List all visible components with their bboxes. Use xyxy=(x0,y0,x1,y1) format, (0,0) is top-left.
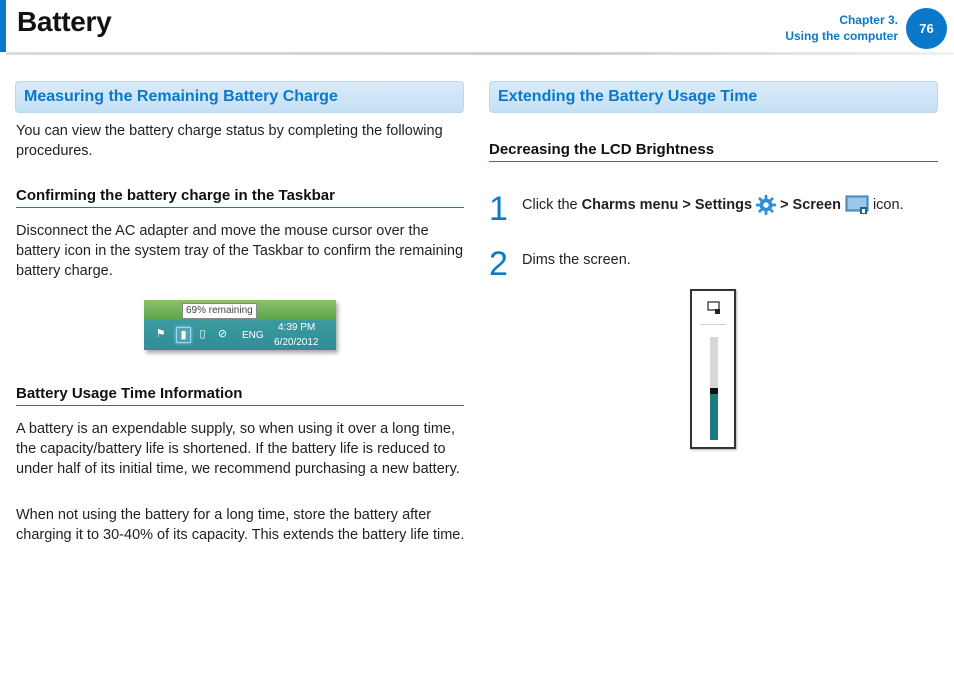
step-1-charms-settings: Charms menu > Settings xyxy=(581,196,753,213)
step-1-prefix: Click the xyxy=(522,196,582,213)
section-banner-extending: Extending the Battery Usage Time xyxy=(489,81,938,113)
step-1-text xyxy=(522,194,904,216)
step-number-2: 2 xyxy=(489,245,508,283)
chapter-name: Using the computer xyxy=(785,29,898,43)
flag-icon: ⚑ xyxy=(155,328,166,340)
chapter-label xyxy=(785,12,898,44)
taskbar-language: ENG xyxy=(242,330,264,341)
subheading-confirming-charge: Confirming the battery charge in the Taskbar xyxy=(16,187,464,208)
chapter-number: Chapter 3. xyxy=(839,13,898,27)
battery-icon[interactable]: ▮ xyxy=(176,327,191,343)
step-1-suffix: icon. xyxy=(872,196,904,213)
screen-brightness-icon xyxy=(707,301,721,315)
usage-info-paragraph-1: A battery is an expendable supply, so when using it over a long time, the capacity/battery life is shortened. If the battery life is reduced to under half of its initial time, we recommend purchasing a new battery. xyxy=(16,421,460,477)
subheading-usage-time-info: Battery Usage Time Information xyxy=(16,385,464,406)
page-title: Battery xyxy=(17,6,112,37)
signal-icon: ▯ xyxy=(199,328,206,340)
header-divider xyxy=(6,52,954,55)
volume-muted-icon: ⊘ xyxy=(217,328,228,340)
step-1-screen: > Screen xyxy=(780,196,841,213)
section-banner-measuring: Measuring the Remaining Battery Charge xyxy=(15,81,464,113)
brightness-panel-divider xyxy=(700,324,726,325)
settings-gear-icon xyxy=(755,194,777,216)
taskbar-time: 4:39 PM xyxy=(278,322,316,333)
taskbar-screenshot xyxy=(144,300,336,350)
confirming-charge-paragraph: Disconnect the AC adapter and move the mouse cursor over the battery icon in the system tray of the Taskbar to confirm the remaining battery charge. xyxy=(16,223,464,279)
header-accent-bar xyxy=(0,0,6,52)
intro-paragraph: You can view the battery charge status by completing the following procedures. xyxy=(16,123,443,159)
brightness-slider[interactable] xyxy=(710,337,718,440)
step-number-1: 1 xyxy=(489,190,508,228)
screen-icon xyxy=(845,195,869,215)
page-number-badge: 76 xyxy=(906,8,947,49)
step-2-text: Dims the screen. xyxy=(522,252,631,268)
brightness-slider-fill xyxy=(710,394,718,440)
subheading-lcd-brightness: Decreasing the LCD Brightness xyxy=(489,141,938,162)
taskbar-date: 6/20/2012 xyxy=(274,337,319,348)
battery-tooltip: 69% remaining xyxy=(182,303,257,319)
brightness-panel xyxy=(690,289,736,449)
usage-info-paragraph-2: When not using the battery for a long time, store the battery after charging it to 30-40% of its capacity. This extends the battery life time. xyxy=(16,507,465,543)
brightness-slider-thumb[interactable] xyxy=(710,388,718,394)
